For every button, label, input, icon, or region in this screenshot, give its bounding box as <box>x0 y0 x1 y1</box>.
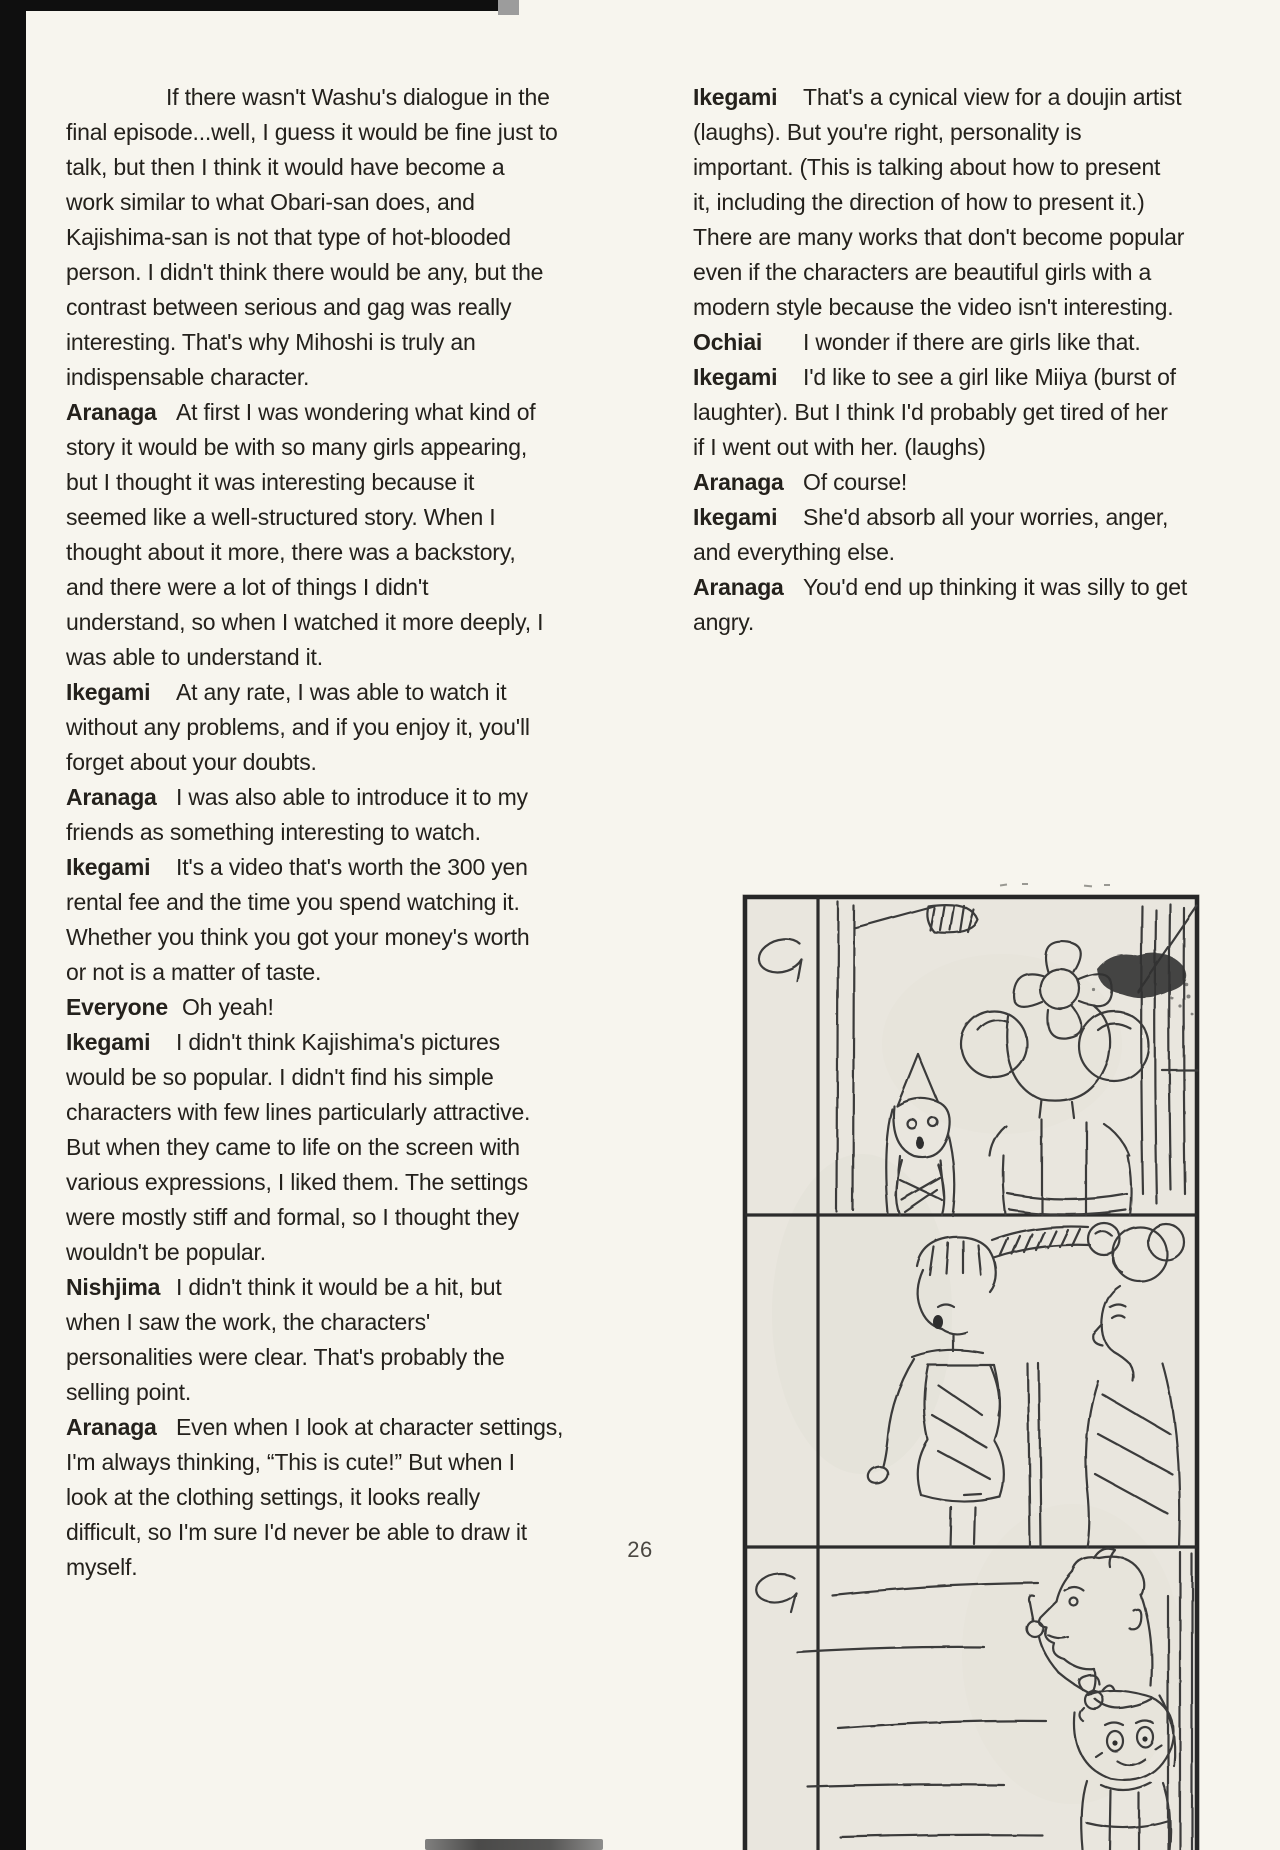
scan-edge-top-bar <box>0 0 519 11</box>
speaker-name: Ikegami <box>66 854 151 880</box>
text-line: it, including the direction of how to present it.) <box>693 189 1145 215</box>
text-line: indispensable character. <box>66 364 310 390</box>
text-line: seemed like a well-structured story. When I <box>66 504 496 530</box>
text-line: Aranaga Even when I look at character settings, <box>66 1410 631 1445</box>
text-line: understand, so when I watched it more deeply, I <box>66 609 544 635</box>
text-line: important. (This is talking about how to present <box>693 154 1161 180</box>
text-line: myself. <box>66 1554 138 1580</box>
scan-edge-gray-nub <box>498 0 519 15</box>
text-line: Ikegami It's a video that's worth the 300 yen <box>66 850 631 885</box>
text-line: friends as something interesting to watch. <box>66 819 481 845</box>
text-line: were mostly stiff and formal, so I thought they <box>66 1204 519 1230</box>
text-line: without any problems, and if you enjoy it, you'll <box>66 714 530 740</box>
stray-mark <box>1022 883 1028 885</box>
text-line: If there wasn't Washu's dialogue in the <box>166 84 550 110</box>
text-line: Everyone Oh yeah! <box>66 990 631 1025</box>
text-line: if I went out with her. (laughs) <box>693 434 986 460</box>
text-line: or not is a matter of taste. <box>66 959 322 985</box>
text-line: forget about your doubts. <box>66 749 317 775</box>
speaker-name: Ikegami <box>693 364 778 390</box>
text-line: Ikegami I didn't think Kajishima's pictures <box>66 1025 631 1060</box>
stray-mark <box>1084 885 1092 888</box>
text-line: look at the clothing settings, it looks really <box>66 1484 480 1510</box>
text-line: Ikegami I'd like to see a girl like Miiya (burst of <box>693 360 1223 395</box>
text-line: Ochiai I wonder if there are girls like that. <box>693 325 1223 360</box>
text-line: personalities were clear. That's probably the <box>66 1344 505 1370</box>
right-text-column <box>693 80 1223 640</box>
text-line: Aranaga You'd end up thinking it was silly to get <box>693 570 1223 605</box>
speaker-name: Aranaga <box>66 784 157 810</box>
speaker-name: Aranaga <box>693 574 784 600</box>
text-line: person. I didn't think there would be any, but the <box>66 259 544 285</box>
text-line: laughter). But I think I'd probably get tired of her <box>693 399 1168 425</box>
text-line: when I saw the work, the characters' <box>66 1309 431 1335</box>
text-line: characters with few lines particularly attractive. <box>66 1099 531 1125</box>
text-line: thought about it more, there was a backstory, <box>66 539 516 565</box>
text-line: Ikegami At any rate, I was able to watch it <box>66 675 631 710</box>
text-line: and there were a lot of things I didn't <box>66 574 429 600</box>
speaker-name: Ochiai <box>693 329 763 355</box>
text-line: story it would be with so many girls appearing, <box>66 434 528 460</box>
text-line: Whether you think you got your money's worth <box>66 924 530 950</box>
speaker-name: Aranaga <box>66 399 157 425</box>
text-line: was able to understand it. <box>66 644 323 670</box>
text-line: wouldn't be popular. <box>66 1239 266 1265</box>
storyboard-sketch <box>742 894 1200 1850</box>
stray-mark <box>1104 884 1110 886</box>
storyboard-sketch-svg <box>742 894 1200 1850</box>
speaker-name: Ikegami <box>66 679 151 705</box>
text-line: Nishjima I didn't think it would be a hit, but <box>66 1270 631 1305</box>
text-line: selling point. <box>66 1379 192 1405</box>
text-line: difficult, so I'm sure I'd never be able to draw it <box>66 1519 527 1545</box>
text-line: contrast between serious and gag was really <box>66 294 512 320</box>
page-number: 26 <box>627 1537 653 1562</box>
speaker-name: Ikegami <box>693 84 778 110</box>
speaker-name: Nishjima <box>66 1274 161 1300</box>
text-line: various expressions, I liked them. The settings <box>66 1169 528 1195</box>
left-text-column <box>66 80 631 1585</box>
text-line: rental fee and the time you spend watching it. <box>66 889 520 915</box>
text-line: work similar to what Obari-san does, and <box>66 189 475 215</box>
text-line: Aranaga I was also able to introduce it to my <box>66 780 631 815</box>
text-line: and everything else. <box>693 539 895 565</box>
speaker-name: Aranaga <box>66 1414 157 1440</box>
text-line: Aranaga At first I was wondering what kind of <box>66 395 631 430</box>
text-line: Ikegami She'd absorb all your worries, anger, <box>693 500 1223 535</box>
text-line: modern style because the video isn't interesting. <box>693 294 1174 320</box>
text-line: even if the characters are beautiful girls with a <box>693 259 1152 285</box>
text-line: interesting. That's why Mihoshi is truly an <box>66 329 476 355</box>
text-line: Kajishima-san is not that type of hot-blooded <box>66 224 511 250</box>
speaker-name: Ikegami <box>66 1029 151 1055</box>
text-line: There are many works that don't become popular <box>693 224 1185 250</box>
text-line: (laughs). But you're right, personality is <box>693 119 1082 145</box>
text-line: Aranaga Of course! <box>693 465 1223 500</box>
text-line: I'm always thinking, “This is cute!” But when I <box>66 1449 515 1475</box>
speaker-name: Ikegami <box>693 504 778 530</box>
text-line: talk, but then I think it would have become a <box>66 154 505 180</box>
text-line: but I thought it was interesting because it <box>66 469 475 495</box>
speaker-name: Aranaga <box>693 469 784 495</box>
scan-edge-bottom-strip <box>425 1839 603 1850</box>
text-line: angry. <box>693 609 755 635</box>
text-line: Ikegami That's a cynical view for a doujin artist <box>693 80 1223 115</box>
stray-mark <box>1000 884 1007 887</box>
scan-edge-left-bar <box>0 0 26 1850</box>
text-line: final episode...well, I guess it would be fine just to <box>66 119 558 145</box>
text-line: would be so popular. I didn't find his simple <box>66 1064 494 1090</box>
text-line: But when they came to life on the screen with <box>66 1134 520 1160</box>
speaker-name: Everyone <box>66 994 168 1020</box>
